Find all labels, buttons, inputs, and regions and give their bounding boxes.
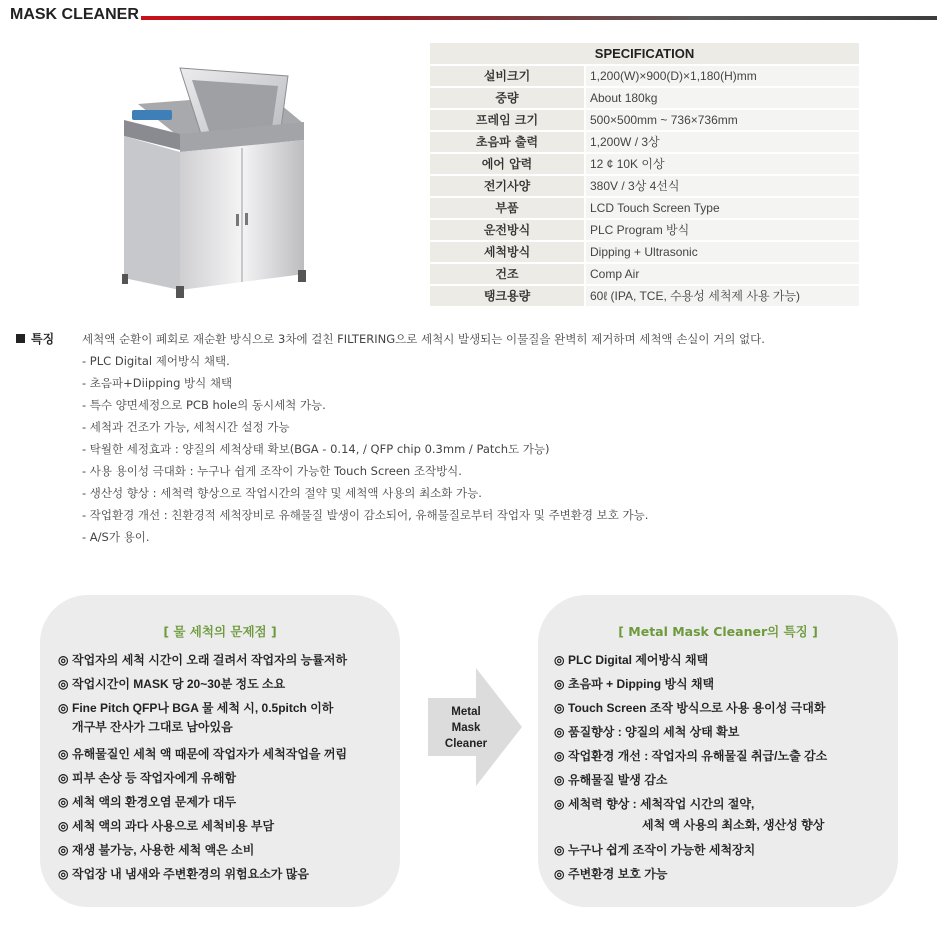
features-lead: 세척액 순환이 폐회로 재순환 방식으로 3차에 걸친 FILTERING으로 세척시 발생되는 이물질을 완벽히 제거하며 세척액 손실이 거의 없다.	[82, 332, 765, 346]
spec-key: 프레임 크기	[430, 110, 584, 130]
double-circle-bullet-icon: ◎	[554, 677, 565, 691]
panel-list-item	[58, 817, 347, 841]
double-circle-bullet-icon: ◎	[554, 867, 565, 881]
double-circle-bullet-icon: ◎	[554, 653, 565, 667]
feature-item: - 특수 양면세정으로 PCB hole의 동시세척 가능.	[82, 398, 326, 412]
panel-item-text: 피부 손상 등 작업자에게 유해함	[72, 771, 237, 785]
panel-item-text: 작업자의 세척 시간이 오래 걸려서 작업자의 능률저하	[72, 653, 348, 667]
spec-key: 설비크기	[430, 66, 584, 86]
panel-item-text: 유해물질 발생 감소	[568, 773, 668, 787]
spec-value: 60ℓ (IPA, TCE, 수용성 세척제 사용 가능)	[586, 286, 859, 306]
right-panel-title: [ Metal Mask Cleaner의 특징 ]	[618, 624, 818, 639]
feature-item: - A/S가 용이.	[82, 530, 150, 544]
specification-table	[430, 43, 859, 308]
spec-row	[430, 264, 859, 284]
spec-row	[430, 198, 859, 218]
spec-row	[430, 110, 859, 130]
spec-row	[430, 88, 859, 108]
mask-cleaner-features-panel	[538, 595, 898, 907]
double-circle-bullet-icon: ◎	[58, 747, 69, 761]
panel-item-text: 세척력 향상 : 세척작업 시간의 절약,	[568, 797, 755, 811]
panel-item-text: 품질향상 : 양질의 세척 상태 확보	[568, 725, 740, 739]
feature-item: - 생산성 향상 : 세척력 향상으로 작업시간의 절약 및 세척액 사용의 최소화 가능.	[82, 486, 482, 500]
spec-key: 전기사양	[430, 176, 584, 196]
spec-key: 중량	[430, 88, 584, 108]
panel-list-item	[554, 771, 827, 795]
arrow-label: Metal Mask Cleaner	[444, 706, 488, 750]
spec-key: 세척방식	[430, 242, 584, 262]
spec-value: Comp Air	[586, 264, 859, 284]
spec-key: 초음파 출력	[430, 132, 584, 152]
header-rule	[141, 16, 937, 20]
panel-list-item	[554, 699, 827, 723]
panel-list-item	[554, 747, 827, 771]
panel-item-continuation: 개구부 잔사가 그대로 남아있음	[72, 720, 233, 734]
spec-value: LCD Touch Screen Type	[586, 198, 859, 218]
panel-item-text: 작업시간이 MASK 당 20~30분 정도 소요	[72, 677, 286, 691]
spec-key: 부품	[430, 198, 584, 218]
double-circle-bullet-icon: ◎	[58, 795, 69, 809]
panel-list-item	[58, 699, 347, 745]
left-panel-title: [ 물 세척의 문제점 ]	[163, 624, 277, 639]
double-circle-bullet-icon: ◎	[58, 677, 69, 691]
feature-item: - 탁월한 세정효과 : 양질의 세척상태 확보(BGA - 0.14, / QFP chip 0.3mm / Patch도 가능)	[82, 442, 550, 456]
panel-item-text: 유해물질인 세척 액 때문에 작업자가 세척작업을 꺼림	[72, 747, 348, 761]
specification-heading: SPECIFICATION	[430, 43, 859, 64]
panel-item-text: 재생 불가능, 사용한 세척 액은 소비	[72, 843, 255, 857]
double-circle-bullet-icon: ◎	[554, 843, 565, 857]
spec-row	[430, 242, 859, 262]
spec-value: About 180kg	[586, 88, 859, 108]
panel-item-text: Fine Pitch QFP나 BGA 물 세척 시, 0.5pitch 이하	[72, 701, 334, 715]
panel-list-item	[554, 795, 827, 841]
spec-row	[430, 132, 859, 152]
arrow-graphic	[428, 668, 522, 786]
double-circle-bullet-icon: ◎	[554, 749, 565, 763]
spec-row	[430, 154, 859, 174]
spec-key: 건조	[430, 264, 584, 284]
panel-item-text: 누구나 쉽게 조작이 가능한 세척장치	[568, 843, 756, 857]
spec-row	[430, 220, 859, 240]
spec-value: 380V / 3상 4선식	[586, 176, 859, 196]
double-circle-bullet-icon: ◎	[554, 773, 565, 787]
double-circle-bullet-icon: ◎	[58, 653, 69, 667]
panel-item-text: 초음파 + Dipping 방식 채택	[568, 677, 715, 691]
water-cleaning-problems-panel	[40, 595, 400, 907]
feature-item: - 사용 용이성 극대화 : 누구나 쉽게 조작이 가능한 Touch Screen 조작방식.	[82, 464, 462, 478]
panel-list-item	[58, 651, 347, 675]
page-header	[10, 6, 937, 28]
panel-list-item	[554, 651, 827, 675]
double-circle-bullet-icon: ◎	[58, 867, 69, 881]
panel-item-text: Touch Screen 조작 방식으로 사용 용이성 극대화	[568, 701, 826, 715]
double-circle-bullet-icon: ◎	[58, 771, 69, 785]
panel-item-text: 작업환경 개선 : 작업자의 유해물질 취급/노출 감소	[568, 749, 828, 763]
feature-item: - 초음파+Diipping 방식 채택	[82, 376, 233, 390]
panel-list-item	[554, 675, 827, 699]
panel-list-item	[58, 745, 347, 769]
spec-value: 500×500mm ~ 736×736mm	[586, 110, 859, 130]
square-bullet-icon	[16, 334, 25, 343]
spec-value: 1,200(W)×900(D)×1,180(H)mm	[586, 66, 859, 86]
spec-key: 운전방식	[430, 220, 584, 240]
features-list	[82, 353, 648, 551]
spec-value: 12 ¢ 10K 이상	[586, 154, 859, 174]
panel-list-item	[554, 841, 827, 865]
panel-item-text: 세척 액의 환경오염 문제가 대두	[72, 795, 237, 809]
spec-value: 1,200W / 3상	[586, 132, 859, 152]
panel-list-item	[554, 723, 827, 747]
double-circle-bullet-icon: ◎	[58, 843, 69, 857]
spec-key: 탱크용량	[430, 286, 584, 306]
spec-row	[430, 176, 859, 196]
spec-row	[430, 66, 859, 86]
spec-value: Dipping + Ultrasonic	[586, 242, 859, 262]
spec-row	[430, 286, 859, 306]
panel-item-text: 세척 액의 과다 사용으로 세척비용 부담	[72, 819, 275, 833]
spec-key: 에어 압력	[430, 154, 584, 174]
panel-list-item	[58, 769, 347, 793]
double-circle-bullet-icon: ◎	[554, 701, 565, 715]
panel-item-text: 작업장 내 냄새와 주변환경의 위험요소가 많음	[72, 867, 309, 881]
panel-item-continuation: 세척 액 사용의 최소화, 생산성 향상	[642, 818, 825, 832]
panel-list-item	[58, 865, 347, 889]
panel-list-item	[58, 841, 347, 865]
double-circle-bullet-icon: ◎	[554, 797, 565, 811]
panel-list-item	[554, 865, 827, 889]
spec-value: PLC Program 방식	[586, 220, 859, 240]
feature-item: - 작업환경 개선 : 친환경적 세척장비로 유해물질 발생이 감소되어, 유해물질로부터 작업자 및 주변환경 보호 가능.	[82, 508, 649, 522]
feature-item: - 세척과 건조가 가능, 세척시간 설정 가능	[82, 420, 290, 434]
feature-item: - PLC Digital 제어방식 채택.	[82, 354, 230, 368]
features-label: 특징	[16, 330, 54, 347]
page-title: MASK CLEANER	[10, 6, 139, 23]
panel-list-item	[58, 675, 347, 699]
double-circle-bullet-icon: ◎	[554, 725, 565, 739]
panel-list-item	[58, 793, 347, 817]
double-circle-bullet-icon: ◎	[58, 819, 69, 833]
panel-item-text: 주변환경 보호 가능	[568, 867, 668, 881]
panel-item-text: PLC Digital 제어방식 채택	[568, 653, 709, 667]
double-circle-bullet-icon: ◎	[58, 701, 69, 715]
mask-cleaner-machine-image	[118, 64, 310, 302]
